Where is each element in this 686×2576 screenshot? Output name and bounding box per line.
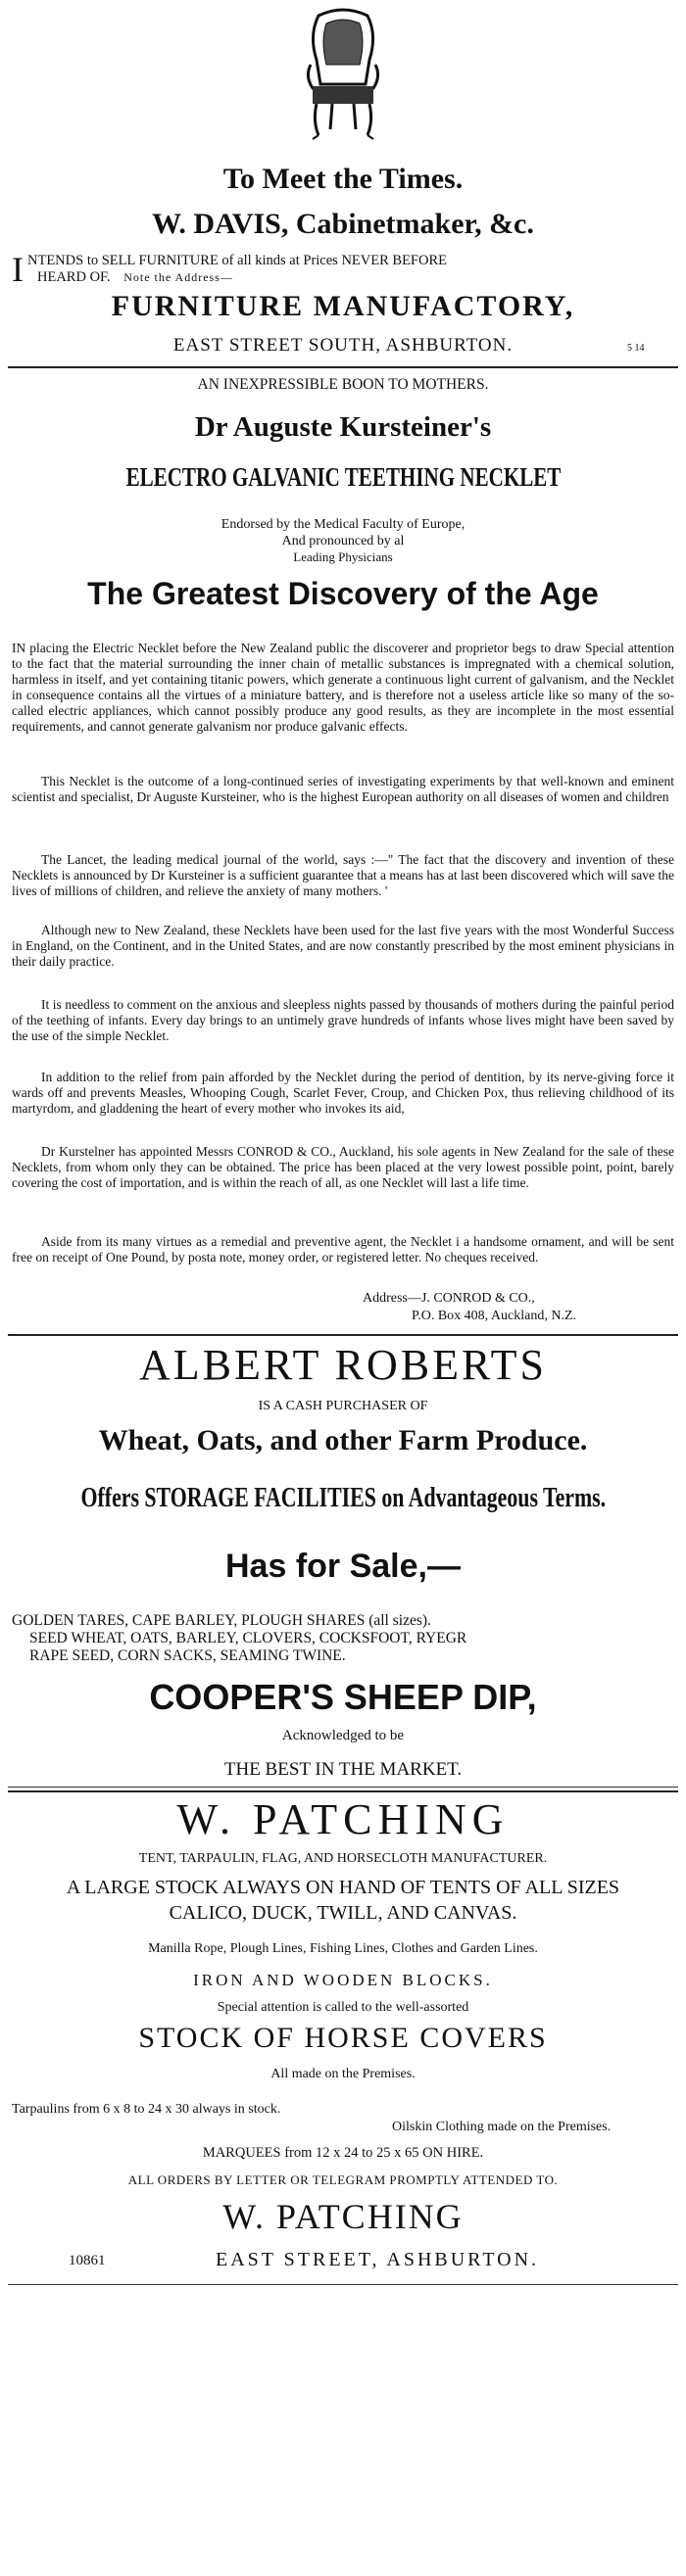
patching-premises: All made on the Premises. — [270, 2067, 416, 2081]
patching-ref: 10861 — [69, 2253, 106, 2268]
patching-rope: Manilla Rope, Plough Lines, Fishing Lines, Clothes and Garden Lines. — [148, 1941, 538, 1956]
roberts-sale: Has for Sale,— — [225, 1548, 461, 1585]
chair-illustration — [0, 6, 686, 148]
roberts-list-2: SEED WHEAT, OATS, BARLEY, CLOVERS, COCKSFOOT, RYEGR — [29, 1630, 467, 1646]
necklet-product-text: ELECTRO GALVANIC TEETHING NECKLET — [125, 462, 561, 492]
necklet-doctor: Dr Auguste Kursteiner's — [194, 411, 492, 443]
necklet-endorse-1: Endorsed by the Medical Faculty of Europe, — [220, 517, 466, 532]
necklet-address-1: Address—J. CONROD & CO., — [363, 1291, 535, 1306]
patching-tarp: Tarpaulins from 6 x 8 to 24 x 30 always in stock. — [12, 2102, 281, 2117]
necklet-paragraph-7: Dr Kurstelner has appointed Messrs CONROD & CO., Auckland, his sole agents in New Zealand for the sale of these Necklets, from whom only they can be obtained. The price has been placed at the very lowest possible point, point, barely covering the cost of importation, and is within the reach of all, as one Necklet will last a life time. — [12, 1144, 674, 1190]
divider — [8, 1790, 678, 1792]
necklet-address-2: P.O. Box 408, Auckland, N.Z. — [412, 1309, 576, 1323]
necklet-greatest: The Greatest Discovery of the Age — [87, 576, 599, 611]
necklet-paragraph-5: It is needless to comment on the anxious and sleepless nights passed by thousands of mothers during the painful period of the teething of infants. Every day brings to an untimely grave hundreds of infants whose lives might have been saved by the use of the simple Necklet. — [12, 997, 674, 1043]
davis-factory: FURNITURE MANUFACTORY, — [111, 290, 575, 322]
davis-ref: 5 14 — [627, 343, 645, 354]
davis-name: W. DAVIS, Cabinetmaker, &c. — [152, 208, 534, 240]
divider — [8, 2284, 678, 2285]
davis-intro-line2: HEARD OF. — [37, 269, 111, 285]
patching-special: Special attention is called to the well-assorted — [217, 2000, 469, 2015]
necklet-boon: AN INEXPRESSIBLE BOON TO MOTHERS. — [197, 376, 489, 393]
necklet-product — [0, 462, 686, 493]
roberts-name: ALBERT ROBERTS — [138, 1341, 548, 1389]
roberts-list-3: RAPE SEED, CORN SACKS, SEAMING TWINE. — [29, 1647, 346, 1664]
patching-blocks: IRON AND WOODEN BLOCKS. — [193, 1971, 493, 1989]
necklet-paragraph-6: In addition to the relief from pain afforded by the Necklet during the period of dentition, by its nerve-giving force it wards off and prevents Measles, Whooping Cough, Scarlet Fever, Croup, and Chicken Pox, thus relieving childhood of its martyrdom, and gladdening the heart of every mother who invokes its aid, — [12, 1070, 674, 1116]
davis-intro: I NTENDS to SELL FURNITURE of all kinds at Prices NEVER BEFORE HEARD OF. Note the Address— — [12, 250, 447, 289]
roberts-line3 — [0, 1483, 686, 1514]
armchair-icon — [299, 6, 387, 143]
patching-name-2: W. PATCHING — [222, 2197, 464, 2236]
roberts-line1: IS A CASH PURCHASER OF — [258, 1399, 428, 1413]
patching-marquees: MARQUEES from 12 x 24 to 25 x 65 ON HIRE. — [202, 2145, 484, 2161]
necklet-endorse-3: Leading Physicians — [293, 549, 393, 564]
necklet-paragraph-4: Although new to New Zealand, these Necklets have been used for the last five years with the most Wonderful Success in England, on the Continent, and in the United States, and are now constantly prescribed by the most eminent physicians in their daily practice. — [12, 923, 674, 969]
patching-orders: ALL ORDERS BY LETTER OR TELEGRAM PROMPTLY ATTENDED TO. — [127, 2172, 559, 2187]
roberts-ack: Acknowledged to be — [281, 1728, 405, 1743]
roberts-line3-text: Offers STORAGE FACILITIES on Advantageous Terms. — [80, 1483, 606, 1513]
roberts-list-1: GOLDEN TARES, CAPE BARLEY, PLOUGH SHARES (all sizes). — [12, 1612, 431, 1629]
necklet-paragraph-3: The Lancet, the leading medical journal of the world, says :—" The fact that the discovery and invention of these Necklets is announced by Dr Kursteiner is a sufficient guarantee that a means has at last been discovered which will save the lives of millions of children, and relieve the anxiety of many mothers. ' — [12, 852, 674, 898]
patching-name: W. PATCHING — [176, 1795, 510, 1843]
patching-trade: TENT, TARPAULIN, FLAG, AND HORSECLOTH MANUFACTURER. — [138, 1851, 548, 1866]
patching-street: EAST STREET, ASHBURTON. — [216, 2249, 540, 2270]
patching-stock-1: A LARGE STOCK ALWAYS ON HAND OF TENTS OF ALL SIZES — [66, 1877, 620, 1898]
patching-covers: STOCK OF HORSE COVERS — [138, 2022, 548, 2054]
divider — [8, 366, 678, 368]
davis-intro-line1: NTENDS to SELL FURNITURE of all kinds at Prices NEVER BEFORE — [27, 253, 447, 268]
davis-note: Note the Address— — [123, 270, 233, 284]
davis-address: EAST STREET SOUTH, ASHBURTON. — [172, 335, 514, 356]
roberts-line2: Wheat, Oats, and other Farm Produce. — [98, 1424, 588, 1456]
patching-stock-2: CALICO, DUCK, TWILL, AND CANVAS. — [169, 1902, 517, 1924]
patching-oilskin: Oilskin Clothing made on the Premises. — [392, 2120, 612, 2134]
necklet-endorse-2: And pronounced by al — [281, 534, 405, 549]
divider — [8, 1334, 678, 1336]
necklet-paragraph-1: IN placing the Electric Necklet before the New Zealand public the discoverer and proprietor begs to draw Special attention to the fact that the material surrounding the inner chain of metallic substances is impregnated with a chemical solution, harmless in itself, and yet containing titanic powers, which generate a continuous light current of galvanism, and the Necklet in consequence contains all the virtues of a miniature battery, and is therefore not a useless article like so many of the so-called electric appliances, which cannot possibly produce any good results, as they are incomplete in the most essential requirements, and cannot generate galvanism nor produce galvanic effects. — [12, 641, 674, 734]
necklet-paragraph-2: This Necklet is the outcome of a long-continued series of investigating experiments by that well-known and eminent scientist and specialist, Dr Auguste Kursteiner, who is the highest European authority on all diseases of women and children — [12, 774, 674, 804]
necklet-paragraph-8: Aside from its many virtues as a remedial and preventive agent, the Necklet i a handsome ornament, and will be sent free on receipt of One Pound, by posta note, money order, or registered letter. No cheques received. — [12, 1234, 674, 1264]
divider — [8, 1787, 678, 1788]
davis-headline: To Meet the Times. — [222, 163, 464, 195]
roberts-dip: COOPER'S SHEEP DIP, — [149, 1677, 537, 1717]
roberts-best: THE BEST IN THE MARKET. — [223, 1759, 463, 1780]
